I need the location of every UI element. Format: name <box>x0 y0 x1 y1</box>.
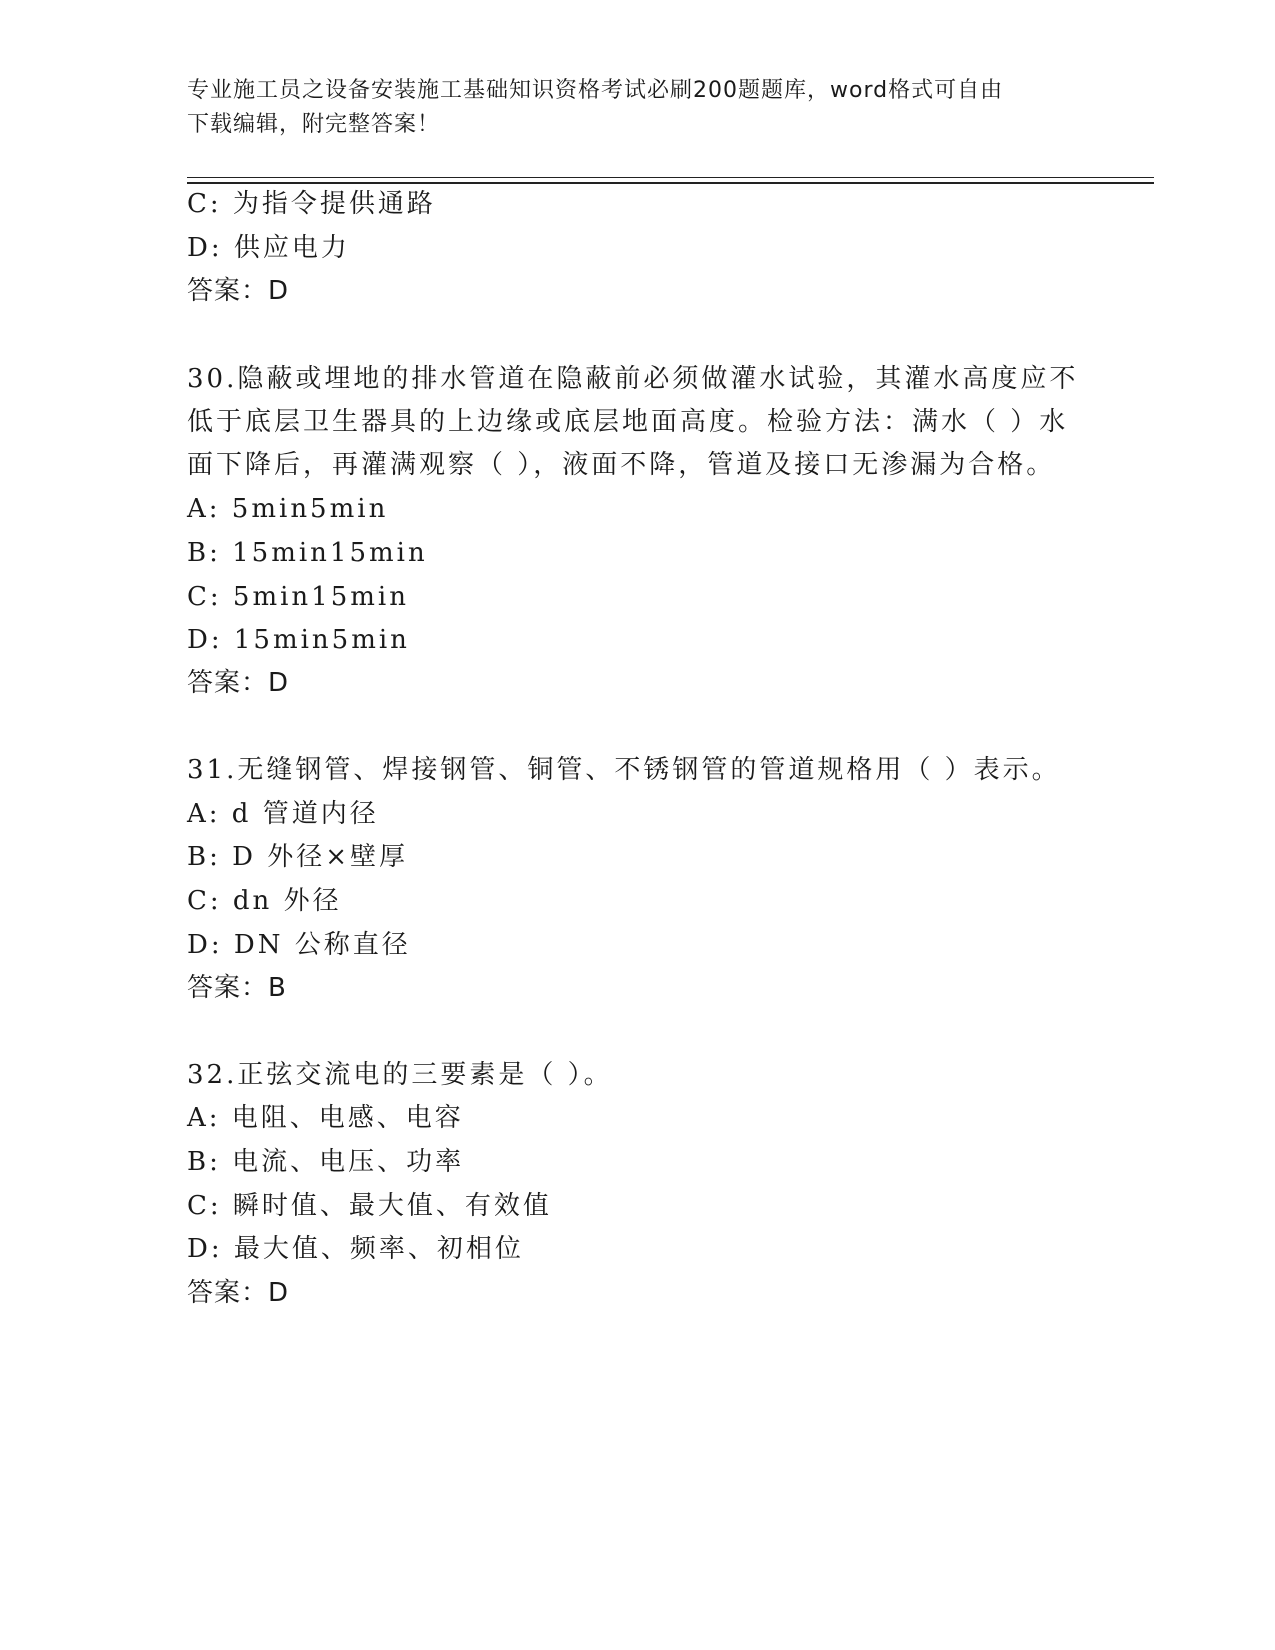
q30-stem-line-3: 面下降后，再灌满观察（ ），液面不降，管道及接口无渗漏为合格。 <box>187 450 1056 480</box>
prev-option-c: C: 为指令提供通路 <box>187 189 436 219</box>
q31-option-a: A: d 管道内径 <box>187 799 379 829</box>
q30-option-a: A: 5min5min <box>187 494 389 524</box>
header-divider-thick <box>187 182 1154 184</box>
q30-stem-line-2: 低于底层卫生器具的上边缘或底层地面高度。检验方法：满水（ ）水 <box>187 407 1069 437</box>
q32-option-b: B: 电流、电压、功率 <box>187 1147 465 1177</box>
prev-answer: 答案：D <box>187 276 290 306</box>
q31-stem-line-1: 31.无缝钢管、焊接钢管、铜管、不锈钢管的管道规格用（ ）表示。 <box>187 755 1061 785</box>
header-line-1: 专业施工员之设备安装施工基础知识资格考试必刷200题题库，word格式可自由 <box>187 78 1004 103</box>
q32-option-c: C: 瞬时值、最大值、有效值 <box>187 1191 552 1221</box>
q30-option-d: D: 15min5min <box>187 625 410 655</box>
q31-option-b: B: D 外径×壁厚 <box>187 842 409 872</box>
q32-answer: 答案：D <box>187 1278 290 1308</box>
prev-option-d: D: 供应电力 <box>187 233 350 263</box>
q32-option-a: A: 电阻、电感、电容 <box>187 1103 464 1133</box>
q30-stem-line-1: 30.隐蔽或埋地的排水管道在隐蔽前必须做灌水试验，其灌水高度应不 <box>187 364 1079 394</box>
q31-answer: 答案：B <box>187 973 287 1003</box>
q31-option-c: C: dn 外径 <box>187 886 342 916</box>
q32-option-d: D: 最大值、频率、初相位 <box>187 1234 524 1264</box>
q30-option-c: C: 5min15min <box>187 582 409 612</box>
q32-stem-line-1: 32.正弦交流电的三要素是（ ）。 <box>187 1060 613 1090</box>
q30-answer: 答案：D <box>187 668 290 698</box>
q30-option-b: B: 15min15min <box>187 538 428 568</box>
header-line-2: 下载编辑，附完整答案！ <box>187 112 441 137</box>
document-header <box>187 74 1067 142</box>
header-divider-thin <box>187 177 1154 178</box>
q31-option-d: D: DN 公称直径 <box>187 930 411 960</box>
